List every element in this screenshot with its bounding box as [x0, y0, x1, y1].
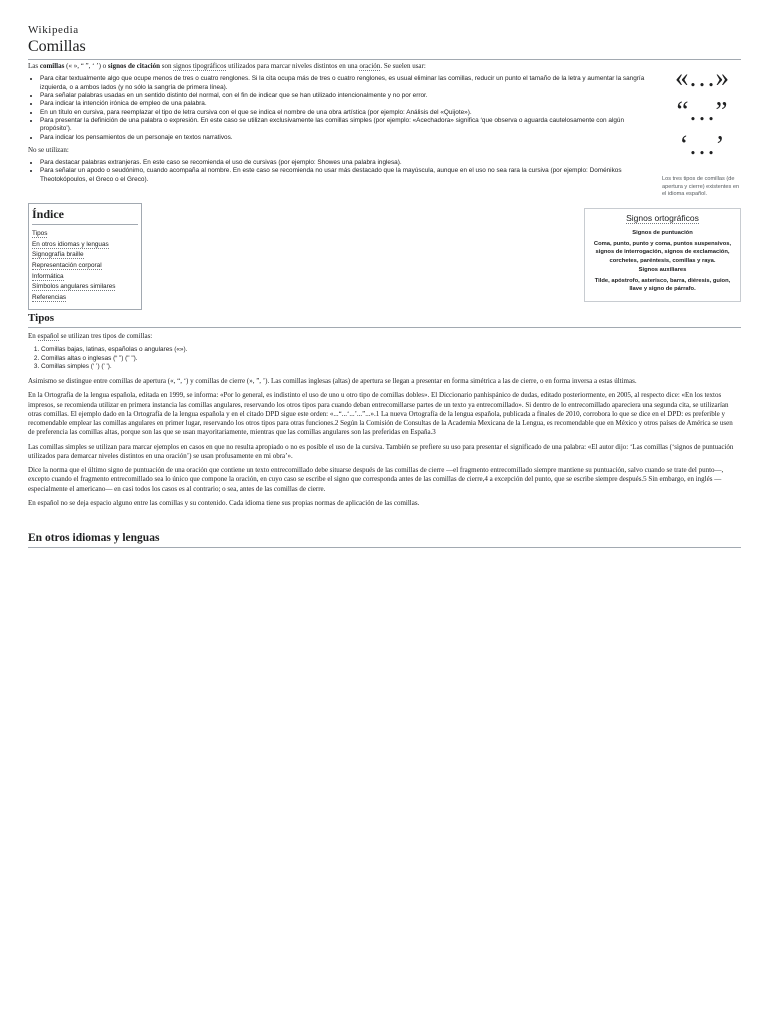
list-item: • Para indicar la intención irónica de empleo de una palabra.	[40, 100, 656, 108]
toc-item-referencias[interactable]: Referencias	[32, 294, 67, 302]
navbox-group-head: Signos de puntuación	[632, 230, 693, 237]
list-item: • Para presentar la definición de una palabra o expresión. En este caso se utilizan exclusivamente las comillas simples (por ejemplo: «Acechadora» significa ‘que observa o aguarda cautelosamente con algún propósito’).	[40, 117, 656, 134]
quotation-marks-figure	[662, 64, 742, 199]
list-item: • En un título en cursiva, para reemplazar el tipo de letra cursiva con el que se indica el nombre de una obra artística (por ejemplo: Análisis del «Quijote»).	[40, 109, 656, 117]
wikipedia-wordmark[interactable]: Wikipedia	[28, 24, 79, 36]
list-item: • Para señalar un apodo o seudónimo, cuando acompaña al nombre. En este caso se recomienda no usar más destacado que la mayúscula, aunque en el uso no sea rara la cursiva (por ejemplo: Doménikos Theotokópoulos, el Greco o el Greco).	[40, 167, 656, 184]
single-quotes-image[interactable]: ‘…’	[679, 130, 725, 160]
paragraph-apertura: Asimismo se distingue entre comillas de apertura («, “, ‘) y comillas de cierre (», ”, ’). Las comillas inglesas (altas) de apertura se llegan a presentar en forma simétrica a las de cierre, o en forma inversa a estas últimas.	[28, 377, 637, 386]
lead-paragraph: Las comillas (« », “ ”, ‘ ’) o signos de citación son signos tipográficos utilizados para marcar niveles distintos en una oración. Se suelen usar:	[28, 62, 426, 70]
list-item: • Para señalar palabras usadas en un sentido distinto del normal, con el fin de indicar que se han utilizado intencionalmente y no por error.	[40, 92, 656, 100]
section-tipos-body	[28, 332, 741, 513]
toc-item-tipos[interactable]: Tipos	[32, 229, 48, 237]
list-item: • Para citar textualmente algo que ocupe menos de tres o cuatro renglones. Si la cita ocupa más de tres o cuatro renglones, es usual eliminar las comillas, reducir un punto el tamaño de la letra y aumentar la sangría izquierda, o a ambos lados (y no sólo la sangría de primera línea).	[40, 75, 656, 92]
paragraph-simples: Las comillas simples se utilizan para marcar ejemplos en casos en que no resulta apropiado o no es posible el uso de la cursiva. También se prefiere su uso para presentar el significado de una palabra: «El autor dijo: ‘Las comillas (‘signos de puntuación utilizados para demarcar niveles distintos en una oración’) se usan profusamente en mi obra’».	[28, 442, 734, 460]
uses-list	[28, 75, 656, 142]
double-quotes-image[interactable]: “…”	[676, 96, 728, 126]
list-item: • Para indicar los pensamientos de un personaje en textos narrativos.	[40, 134, 656, 142]
list-item: 3. Comillas simples (‘ ’) (' ').	[41, 363, 741, 371]
figure-caption: Los tres tipos de comillas (de apertura y cierre) existentes en el idioma español.	[662, 176, 740, 198]
toc-item-corporal[interactable]: Representación corporal	[32, 261, 102, 269]
table-of-contents	[28, 203, 142, 310]
tipos-intro: En español se utilizan tres tipos de comillas:	[28, 332, 153, 340]
section-heading-otros-idiomas: En otros idiomas y lenguas	[28, 531, 741, 548]
toc-item-informatica[interactable]: Informática	[32, 272, 64, 280]
paragraph-norma: Dice la norma que el último signo de puntuación de una oración que contiene un texto entrecomillado debe situarse después de las comillas de cierre —el fragmento entrecomillado siempre mantiene su puntuación, salvo cuando se trate del punto—, excepto cuando el fragmento entrecomillado sea lo único que compone la oración, en cuyo caso se escribe el signo que corresponda antes de las comillas de cierre,4 a excepción del punto, que se escribe siempre después.5 Sin embargo, en inglés —especialmente el americano— en casi todos los casos es al contrario; o sea, antes de las comillas de cierre.	[28, 466, 724, 493]
link-espanol[interactable]: español	[37, 332, 59, 340]
toc-item-otros-idiomas[interactable]: En otros idiomas y lenguas	[32, 240, 109, 248]
list-item: 2. Comillas altas o inglesas (“ ”) (" ").	[41, 355, 741, 363]
toc-title: Índice	[32, 207, 138, 225]
paragraph-ortografia: En la Ortografía de la lengua española, editada en 1999, se informa: «Por lo general, es indistinto el uso de uno u otro tipo de comillas dobles». El Diccionario panhispánico de dudas, editado posteriormente, en 2005, al respecto dice: «En los textos impresos, se recomienda utilizar en primera instancia las comillas angulares, reservando los otros tipos para cuando deban entrecomillarse partes de un texto ya entrecomillado». Si dentro de lo entrecomillado apareciera una segunda cita, se utilizarían otras comillas. El ejemplo dado en la Ortografía de la lengua española y en el citado DPD sigue este orden: «...“...‘...’...”...».1 La nueva Ortografía de la lengua española, publicada a finales de 2010, corrobora lo que se dice en el DPD: es preferible y recomendable emplear las comillas angulares en primer lugar, reservando los otros tipos para otras funciones.2 Según la Comisión de Consultas de la Academia Mexicana de la Lengua, es recomendable que en México y otros países de América se usen de preferencia las comillas altas, porque son las que se usan mayoritariamente, mientras que las comillas angulares son las preferidas en España.3	[28, 391, 733, 437]
navbox-signos-ortograficos	[584, 208, 741, 302]
navbox-title[interactable]: Signos ortográficos	[626, 213, 699, 223]
page-title: Comillas	[28, 37, 741, 60]
angular-quotes-image[interactable]: «…»	[675, 62, 729, 92]
list-item: • Para destacar palabras extranjeras. En este caso se recomienda el uso de cursivas (por ejemplo: Showes una palabra inglesa).	[40, 159, 656, 167]
toc-item-simbolos[interactable]: Símbolos angulares similares	[32, 283, 116, 291]
navbox-group-body[interactable]: Tilde, apóstrofo, asterisco, barra, diéresis, guion, llave y signo de párrafo.	[594, 277, 731, 293]
toc-item-braille[interactable]: Signografía braille	[32, 251, 84, 259]
lead-section	[28, 62, 656, 188]
section-heading-tipos: Tipos	[28, 311, 741, 328]
paragraph-espacio: En español no se deja espacio alguno entre las comillas y su contenido. Cada idioma tiene sus propias normas de aplicación de las comillas.	[28, 498, 420, 507]
navbox-group-body[interactable]: Coma, punto, punto y coma, puntos suspensivos, signos de interrogación, signos de exclamación, corchetes, paréntesis, comillas y raya.	[593, 240, 732, 264]
not-used-list	[28, 159, 656, 184]
types-list	[28, 346, 741, 371]
not-used-intro: No se utilizan:	[28, 145, 69, 154]
list-item: 1. Comillas bajas, latinas, españolas o angulares («»).	[41, 346, 741, 354]
navbox-group-head: Signos auxiliares	[638, 267, 687, 274]
link-signos-tipograficos[interactable]: signos tipográficos	[173, 62, 227, 70]
link-oracion[interactable]: oración	[359, 62, 381, 70]
